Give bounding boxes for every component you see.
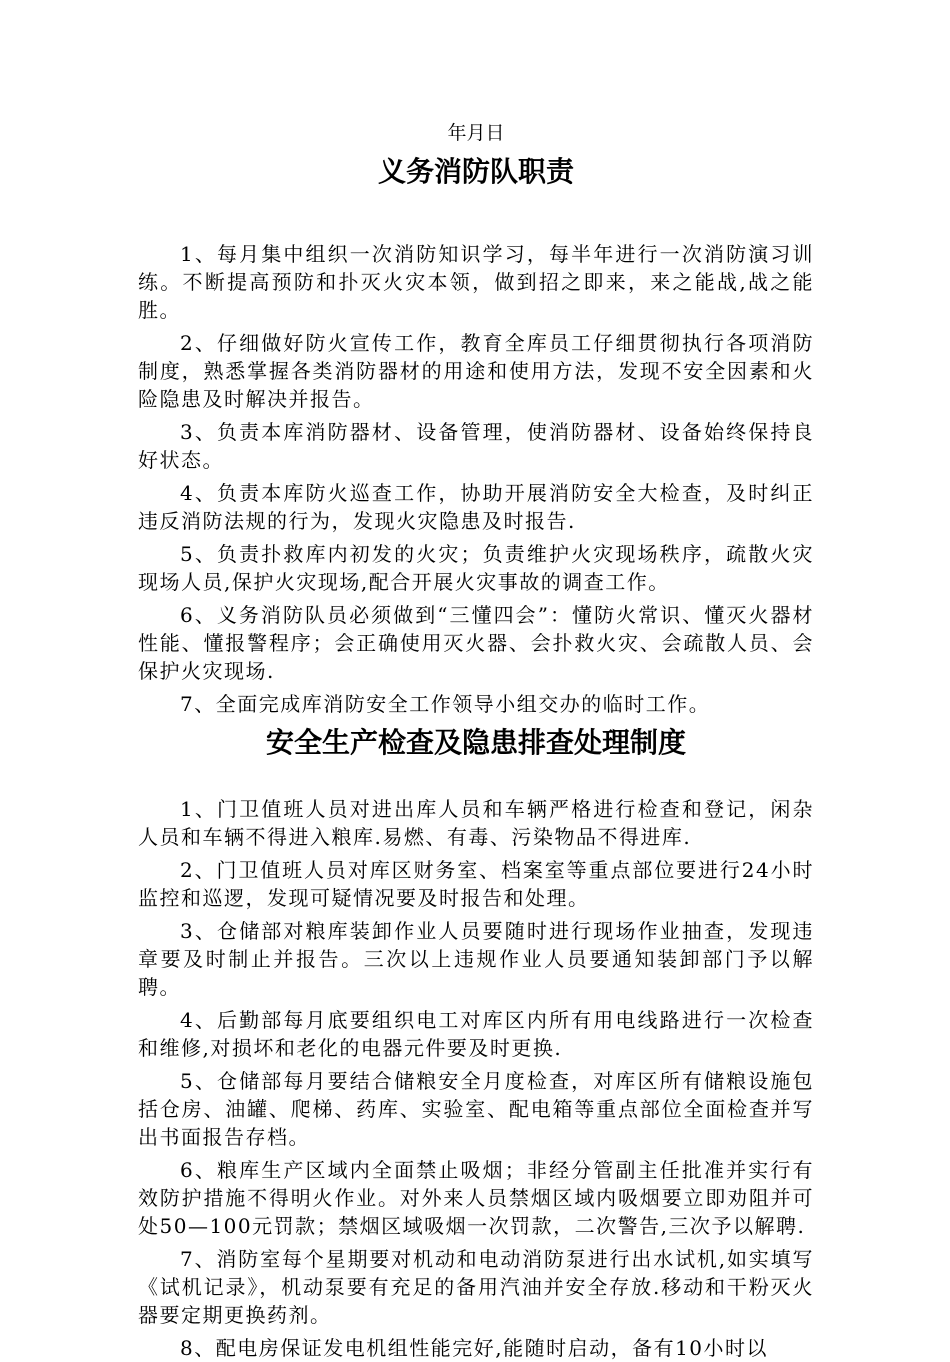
section-title-safety-inspection: 安全生产检查及隐患排查处理制度 — [265, 726, 686, 759]
rule-item-7: 7、消防室每个星期要对机动和电动消防泵进行出水试机,如实填写《试机记录》，机动泵要有充足的备用汽油并安全存放.移动和干粉灭火器要定期更换药剂。 — [138, 1247, 814, 1327]
section-safety-inspection — [138, 795, 814, 1362]
duty-item-3: 3、负责本库消防器材、设备管理，使消防器材、设备始终保持良好状态。 — [138, 420, 814, 472]
section-fire-brigade-duties — [138, 240, 814, 718]
duty-item-7: 7、全面完成库消防安全工作领导小组交办的临时工作。 — [180, 692, 711, 716]
rule-item-3: 3、仓储部对粮库装卸作业人员要随时进行现场作业抽查，发现违章要及时制止并报告。三次以上违规作业人员要通知装卸部门予以解聘。 — [138, 919, 814, 999]
date-line: 年月日 — [447, 122, 505, 144]
rule-item-8: 8、配电房保证发电机组性能完好,能随时启动，备有10小时以 — [180, 1336, 769, 1360]
document-body — [138, 118, 814, 1362]
rule-item-5: 5、仓储部每月要结合储粮安全月度检查，对库区所有储粮设施包括仓房、油罐、爬梯、药库、实验室、配电箱等重点部位全面检查并写出书面报告存档。 — [138, 1069, 814, 1149]
duty-item-1: 1、每月集中组织一次消防知识学习，每半年进行一次消防演习训练。不断提高预防和扑灭火灾本领，做到招之即来，来之能战,战之能胜。 — [138, 242, 814, 322]
section-title-fire-brigade-duties: 义务消防队职责 — [377, 155, 574, 188]
rule-item-2: 2、门卫值班人员对库区财务室、档案室等重点部位要进行24小时监控和巡逻，发现可疑情况要及时报告和处理。 — [138, 858, 814, 910]
duty-item-4: 4、负责本库防火巡查工作，协助开展消防安全大检查，及时纠正违反消防法规的行为，发现火灾隐患及时报告. — [138, 481, 814, 533]
rule-item-6: 6、粮库生产区域内全面禁止吸烟；非经分管副主任批准并实行有效防护措施不得明火作业。对外来人员禁烟区域内吸烟要立即劝阻并可处50—100元罚款；禁烟区域吸烟一次罚款，二次警告,三次予以解聘. — [138, 1158, 814, 1238]
rule-item-4: 4、后勤部每月底要组织电工对库区内所有用电线路进行一次检查和维修,对损坏和老化的电器元件要及时更换. — [138, 1008, 814, 1060]
duty-item-6: 6、义务消防队员必须做到“三懂四会”：懂防火常识、懂灭火器材性能、懂报警程序；会正确使用灭火器、会扑救火灾、会疏散人员、会保护火灾现场. — [138, 603, 814, 683]
duty-item-2: 2、仔细做好防火宣传工作，教育全库员工仔细贯彻执行各项消防制度，熟悉掌握各类消防器材的用途和使用方法，发现不安全因素和火险隐患及时解决并报告。 — [138, 331, 814, 411]
rule-item-1: 1、门卫值班人员对进出库人员和车辆严格进行检查和登记，闲杂人员和车辆不得进入粮库.易燃、有毒、污染物品不得进库. — [138, 797, 814, 849]
duty-item-5: 5、负责扑救库内初发的火灾；负责维护火灾现场秩序，疏散火灾现场人员,保护火灾现场,配合开展火灾事故的调查工作。 — [138, 542, 814, 594]
